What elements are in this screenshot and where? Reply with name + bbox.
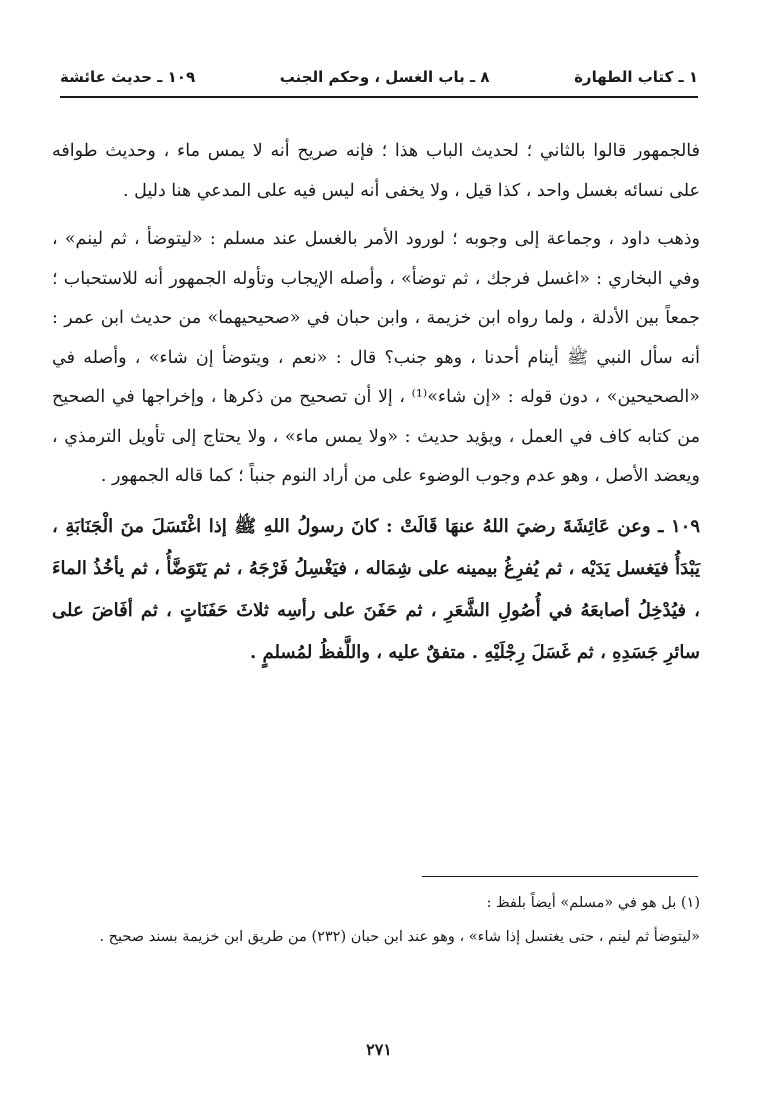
footnote-line: «ليتوضأ ثم لينم ، حتى يغتسل إذا شاء» ، وهو عند ابن حبان (٢٣٢) من طريق ابن خزيمة بسند صحيح . [99, 929, 700, 945]
footnote-rule [422, 876, 698, 877]
main-text [52, 132, 700, 674]
header-hadith-title: ١٠٩ ـ حديث عائشة [60, 68, 196, 86]
paragraph: وذهب داود ، وجماعة إلى وجوبه ؛ لورود الأمر بالغسل عند مسلم : «ليتوضأ ، ثم لينم» ، وفي البخاري : «اغسل فرجك ، ثم توضأ» ، وأصله الإيجاب وتأوله الجمهور أنه للاستحباب ؛ جمعاً بين الأدلة ، ولما رواه ابن خزيمة ، وابن حبان في «صحيحيهما» من حديث ابن عمر : أنه سأل النبي ﷺ أينام أحدنا ، وهو جنب؟ قال : «نعم ، ويتوضأ إن شاء» ، وأصله في «الصحيحين» ، دون قوله : «إن شاء»⁽¹⁾ ، إلا أن تصحيح من ذكرها ، وإخراجها في الصحيح من كتابه كاف في العمل ، ويؤيد حديث : «ولا يمس ماء» ، ولا يحتاج إلى تأويل الترمذي ، ويعضد الأصل ، وهو عدم وجوب الوضوء على من أراد النوم جنباً ؛ كما قاله الجمهور . [52, 229, 701, 486]
header-rule [60, 96, 698, 98]
header-chapter-title: ٨ ـ باب الغسل ، وحكم الجنب [279, 68, 490, 86]
hadith-text: ١٠٩ ـ وعن عَائِشَةَ رضيَ اللهُ عنهَا قَالَتْ : كانَ رسولُ اللهِ ﷺ إذا اغْتَسَلَ منَ الْجَنَابَةِ ، يَبْدَأُ فيَغسل يَدَيْه ، ثم يُفرِغُ بيمينه على شِمَاله ، فيَغْسِلُ فَرْجَهُ ، ثم يَتَوَضَّأُ ، ثم يأخُذُ الماءَ ، فيُدْخِلُ أصابعَهُ في أُصُولِ الشَّعَرِ ، ثم حَفَنَ على رأسِه ثلاثَ حَفَنَاتٍ ، ثم أفَاضَ على سائرِ جَسَدِهِ ، ثم غَسَلَ رِجْلَيْهِ . متفقٌ عليه ، واللَّفظُ لمُسلمٍ . [52, 515, 700, 663]
footnote-line: (١) بل هو في «مسلم» أيضاً بلفظ : [486, 895, 700, 911]
footnotes [54, 886, 700, 954]
paragraph: فالجمهور قالوا بالثاني ؛ لحديث الباب هذا ؛ فإنه صريح أنه لا يمس ماء ، وحديث طوافه على نسائه بغسل واحد ، كذا قيل ، ولا يخفى أنه ليس فيه على المدعي هنا دليل . [52, 141, 700, 201]
page-number: ٢٧١ [366, 1040, 392, 1059]
header-book-title: ١ ـ كتاب الطهارة [574, 68, 698, 86]
running-header [60, 62, 698, 92]
